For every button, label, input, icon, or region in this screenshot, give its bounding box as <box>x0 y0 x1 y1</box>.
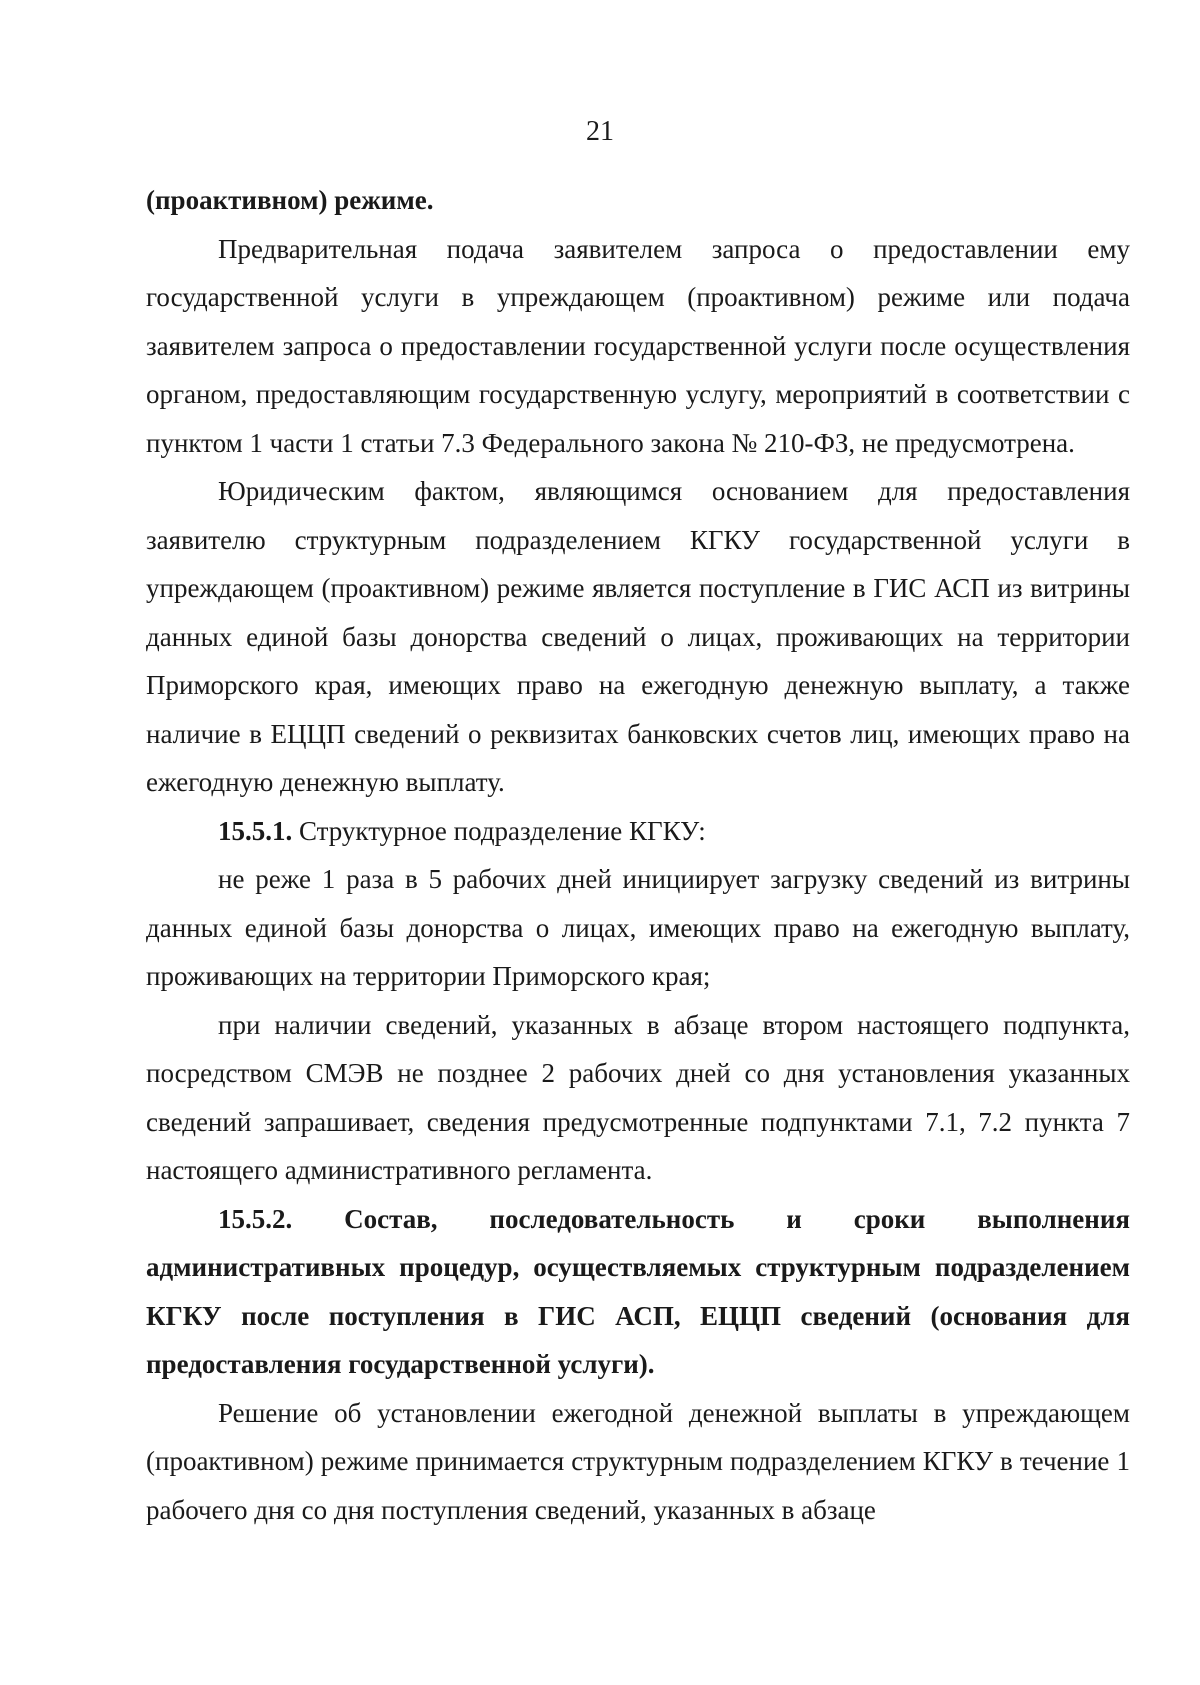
subsection-number: 15.5.1. <box>218 815 293 846</box>
paragraph-data-loading: не реже 1 раза в 5 рабочих дней инициирует загрузку сведений из витрины данных единой базы донорства о лицах, имеющих право на ежегодную выплату, проживающих на территории Приморского края; <box>146 864 1130 991</box>
paragraph-decision: Решение об установлении ежегодной денежной выплаты в упреждающем (проактивном) режиме принимается структурным подразделением КГКУ в течение 1 рабочего дня со дня поступления сведений, указанных в абзаце <box>146 1397 1130 1525</box>
page-number: 21 <box>586 116 614 147</box>
heading-subsection-15-5-2: 15.5.2. Состав, последовательность и сроки выполнения административных процедур, осуществляемых структурным подразделением КГКУ после поступления в ГИС АСП, ЕЦЦП сведений (основания для предоставления государственной услуги). <box>146 1203 1130 1379</box>
paragraph-heading-continuation: (проактивном) режиме. <box>146 185 434 215</box>
paragraph-legal-fact: Юридическим фактом, являющимся основанием для предоставления заявителю структурным подразделением КГКУ государственной услуги в упреждающем (проактивном) режиме является поступление в ГИС АСП из витрины данных единой базы донорства сведений о лицах, проживающих на территории Приморского края, имеющих право на ежегодную денежную выплату, а также наличие в ЕЦЦП сведений о реквизитах банковских счетов лиц, имеющих право на ежегодную денежную выплату. <box>146 476 1130 797</box>
paragraph-preliminary-request: Предварительная подача заявителем запроса о предоставлении ему государственной услуги в упреждающем (проактивном) режиме или подача заявителем запроса о предоставлении государственной услуги после осуществления органом, предоставляющим государственную услугу, мероприятий в соответствии с пунктом 1 части 1 статьи 7.3 Федерального закона № 210-ФЗ, не предусмотрена. <box>146 233 1130 458</box>
document-body <box>146 176 1130 1534</box>
paragraph-subsection-15-5-1 <box>146 807 1130 856</box>
paragraph-smev-request: при наличии сведений, указанных в абзаце втором настоящего подпункта, посредством СМЭВ не позднее 2 рабочих дней со дня установления указанных сведений запрашивает, сведения предусмотренные подпунктами 7.1, 7.2 пункта 7 настоящего административного регламента. <box>146 1009 1130 1185</box>
subsection-text: Структурное подразделение КГКУ: <box>292 815 706 846</box>
